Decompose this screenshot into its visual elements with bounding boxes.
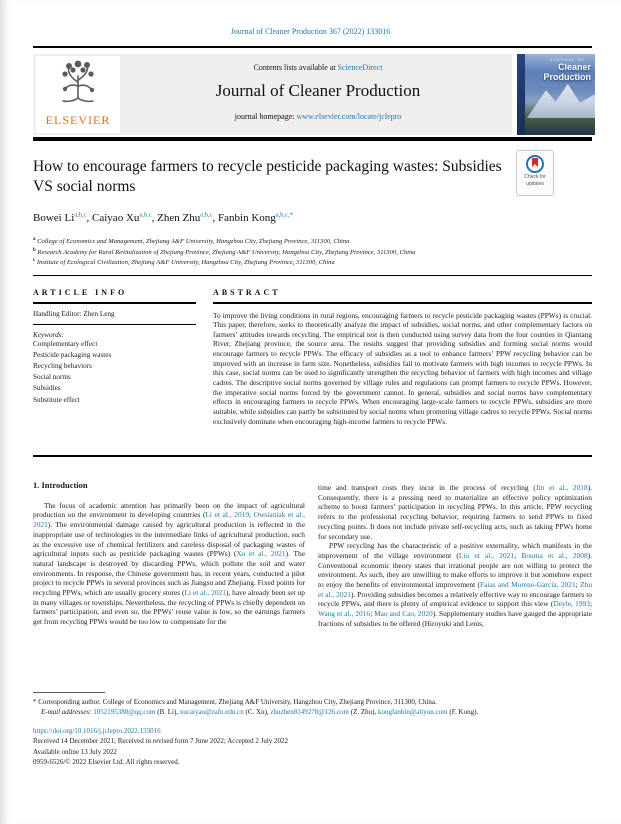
email-links: 1052195380@qq.com (B. Li), xucaiyao@zafu.edu.cn (C. Xu), zhuzhen8149278@126.com (Z. Zhu), kongfanbin@aliyun.com (F. Kong).: [93, 708, 479, 716]
sciencedirect-link[interactable]: ScienceDirect: [337, 63, 383, 72]
citation-link[interactable]: Bouma et al., 2008: [521, 550, 588, 560]
cover-title-line1: Cleaner: [557, 62, 591, 72]
body-right-column: [318, 483, 592, 629]
body-left-column: [33, 481, 305, 627]
citation-link[interactable]: Owsianiak et al., 2021: [33, 510, 305, 530]
available-online: Available online 13 July 2022: [33, 747, 117, 756]
elsevier-logo: [36, 56, 120, 133]
author-list: Bowei Li$^{a,b,c}$, Caiyao Xu$^{a,b,c}$, Zhen Zhu$^{a,b,c}$, Fanbin Kong$^{a,b,c,*}$: [33, 211, 293, 224]
citation-link[interactable]: Faias and Moreno-García, 2021: [480, 580, 576, 590]
author-affil-sup: a,b,c: [139, 211, 152, 219]
abstract-text: To improve the living conditions in rural regions, encouraging farmers to recycle pesticide packaging wastes (PPWs) is crucial. This paper, therefore, seeks to theoretically analyze the impact of subsidies, social norms, and other complementary factors on farmers’ attitudes towards recycling. The empirical test is then conducted using survey data from the four counties in Qiantang River, Zhejiang province, the source area. The results suggest that providing subsidies and forming social norms would encourage farmers to recycle PPWs. The efficacy of subsidies as a tool to enhance farmers’ PPW recycling behavior can be improved with an increase in farm size. Nonetheless, subsidies fail to motivate farmers with high incomes to recycle PPWs. In this case, social norms can be used to significantly strengthen the recycling behavior of farmers with high incomes and village cadres. The descriptive social norms governed by village rules and regulations can prompt farmers to recycle PPWs. However, the imperative social norms forced by the government cannot. In general, subsidies and social norms have complementary effects in encouraging farmers to recycle PPWs. When encouraging large-scale farmers to recycle PPWs, subsidies are more suitable, while subsidies can partly be substituted by social norms when promoting village cadres to recycle PPWs. Social norms exclusively dominate when encouraging high-income farmers to recycle PPWs.: [213, 310, 592, 426]
author-affil-sup: a,b,c,*: [275, 211, 293, 219]
issn-copyright: 0959-6526/© 2022 Elsevier Ltd. All rights reserved.: [33, 757, 180, 766]
header-bottom-rule: [33, 137, 592, 141]
author: Caiyao Xu$^{a,b,c}$: [92, 211, 152, 224]
homepage-line: journal homepage: www.elsevier.com/locate/jclepro: [234, 112, 402, 121]
affiliation: $^b$ Research Academy for Rural Revitalization of Zhejiang Province, Zhejiang A&F University, Hangzhou City, Zhejiang Province, 311300, China: [33, 247, 416, 256]
cover-caption: JOURNAL OF: [549, 57, 585, 62]
affiliation-divider: [33, 275, 592, 276]
citation-link[interactable]: Liu et al., 2021: [458, 550, 515, 560]
author: Zhen Zhu$^{a,b,c}$: [157, 211, 213, 224]
citation-link[interactable]: zhuzhen8149278@126.com: [270, 708, 349, 716]
received-dates: Received 14 December 2021; Received in revised form 7 June 2022; Accepted 2 July 2022: [33, 737, 289, 746]
divider: [33, 324, 196, 325]
divider: [213, 302, 592, 304]
author: Bowei Li$^{a,b,c}$: [33, 211, 87, 224]
citation-link[interactable]: Zhu et al., 2021: [318, 580, 593, 599]
body-paragraph: time and transport costs they incur in the process of recycling (Jin et al., 2018). Consequently, there is a pressing need to materialize an effective policy optimization scheme to boost farmers’ participation in recycling PPWs. In this article, PPW recycling refers to the professional recycling behavior, requiring farmers to send PPWs to fixed recycling points. It does not include private self-recycling acts, such as taking PPWs home for secondary use.: [318, 483, 592, 541]
article-info-heading: ARTICLE INFO: [33, 288, 128, 297]
body-paragraph: The focus of academic attention has primarily been on the impact of agricultural production on the environment in developing countries (Li et al., 2019; Owsianiak et al., 2021). The environmental damage caused by agricultural production is reflected in the inappropriate use of technologies in the intermediate links of agricultural production, such as the excessive use of chemical fertilizers and careless disposal of packaging wastes of agricultural inputs such as pesticide packaging wastes (PPWs) (Xu et al., 2021). The natural landscape is destroyed by discarding PPWs, which pollute the soil and water environments. In response, the Chinese government has, in recent years, conducted a pilot project to recycle PPWs in several provinces such as Jiangsu and Zhejiang. Fixed points for recycling PPWs, which are usually grocery stores (Li et al., 2021), have already been set up in many villages or townships. Nevertheless, the recycling of PPWs is chiefly dependent on farmers’ participation, and even so, the PPWs’ reuse value is low, so the earnings farmers get from recycling PPWs would be too low to compensate for the: [33, 500, 305, 627]
journal-homepage-link[interactable]: www.elsevier.com/locate/jclepro: [296, 112, 402, 121]
article-info-column: [33, 288, 196, 406]
divider: [33, 302, 196, 304]
section-heading-introduction: 1. Introduction: [33, 480, 88, 490]
keyword: Social norms: [33, 373, 71, 382]
running-head: Journal of Cleaner Production 367 (2022) 133016: [230, 27, 391, 36]
author: Fanbin Kong$^{a,b,c,*}$: [218, 211, 293, 224]
badge-label: Check for updates: [524, 174, 546, 187]
elsevier-wordmark: ELSEVIER: [45, 113, 111, 127]
journal-cover-thumbnail: [517, 54, 595, 135]
citation-link[interactable]: kongfanbin@aliyun.com: [377, 708, 448, 716]
corresponding-author-note: * Corresponding author. College of Economics and Management, Zhejiang A&F University, Hangzhou City, Zhejiang Province, 311300, China.: [33, 698, 437, 706]
footnote-block: [33, 697, 593, 717]
email-addresses-line: [33, 707, 593, 717]
header-center: [124, 54, 512, 135]
author-affil-sup: a,b,c: [74, 211, 87, 219]
doi-link[interactable]: https://doi.org/10.1016/j.jclepro.2022.133016: [33, 727, 161, 735]
citation-link[interactable]: Li et al., 2021: [184, 588, 226, 598]
footnote-rule: [33, 692, 105, 693]
check-for-updates-badge[interactable]: [516, 150, 554, 196]
cover-mountain-art: [527, 84, 595, 118]
body-paragraph: PPW recycling has the characteristic of a positive externality, which manifests in the improvement of the village environment (Liu et al., 2021; Bouma et al., 2008). Conventional economic theory states that irrational people are not willing to protect the environment. As such, they are unwilling to make efforts to improve it but somehow expect to enjoy the benefits of environmental improvement (Faias and Moreno-García, 2021; Zhu et al., 2021). Providing subsidies becomes a relatively effective way to encourage farmers to recycle PPWs, and there is plenty of empirical evidence to support this view (Deyle, 1993; Wang et al., 2016; Mao and Cao, 2020). Supplementary studies have gauged the appropriate fractions of subsidies to be offered (Hiroyuki and Lenis,: [318, 541, 593, 628]
elsevier-tree-icon: [55, 58, 101, 110]
handling-editor: Handling Editor: Zhen Leng: [33, 309, 115, 318]
citation-link[interactable]: Wang et al., 2016: [318, 609, 371, 619]
keyword: Pesticide packaging wastes: [33, 350, 112, 359]
citation-link[interactable]: Li et al., 2019: [205, 510, 250, 520]
abstract-bottom-rule: [33, 455, 592, 457]
keyword: Recycling behaviors: [33, 361, 92, 370]
email-label: E-mail addresses:: [41, 708, 92, 716]
cover-spine: [517, 54, 525, 135]
affiliation: $^c$ Institute of Ecological Civilization, Zhejiang A&F University, Hangzhou City, Zhejiang Province, 311300, China: [33, 257, 335, 267]
header-top-rule: [33, 46, 592, 48]
affiliation: $^a$ College of Economics and Management, Zhejiang A&F University, Hangzhou City, Zhejiang Province, 311300, China: [33, 236, 350, 245]
footer-block: [33, 726, 593, 767]
keywords-label: Keywords:: [33, 330, 64, 339]
citation-link[interactable]: Deyle, 1993: [553, 599, 590, 609]
abstract-heading: ABSTRACT: [213, 288, 281, 297]
author-affil-sup: a,b,c: [200, 211, 213, 219]
keyword: Complementary effect: [33, 339, 98, 348]
citation-link[interactable]: Xu et al., 2021: [236, 549, 286, 559]
affiliation-list: [33, 237, 573, 269]
journal-title: Journal of Cleaner Production: [215, 81, 421, 100]
citation-link[interactable]: Jin et al., 2018: [535, 483, 588, 492]
citation-link[interactable]: Mao and Cao, 2020: [374, 609, 433, 619]
abstract-column: [213, 288, 592, 426]
citation-link[interactable]: xucaiyao@zafu.edu.cn: [179, 708, 244, 716]
keyword: Subsidies: [33, 384, 61, 393]
citation-link[interactable]: 1052195380@qq.com: [93, 708, 156, 716]
cover-title-line2: Production: [543, 72, 591, 82]
contents-line: Contents lists available at ScienceDirect: [253, 63, 383, 72]
crossmark-icon: [526, 155, 544, 173]
keyword: Substitute effect: [33, 395, 80, 404]
article-title: How to encourage farmers to recycle pesticide packaging wastes: Subsidies VS social norms: [33, 158, 502, 196]
